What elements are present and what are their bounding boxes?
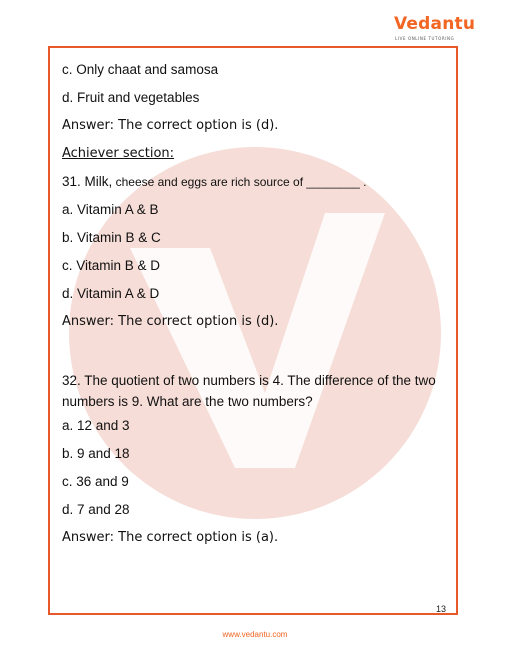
answer-prev: Answer: The correct option is (d). — [62, 118, 279, 133]
question-32: 32. The quotient of two numbers is 4. The difference of the two numbers is 9. What are the two numbers? — [62, 373, 436, 409]
vedantu-logo — [392, 14, 476, 48]
logo-wordmark: Vedantu — [394, 14, 476, 34]
q31-option-c: c. Vitamin B & D — [62, 258, 161, 273]
q31-answer: Answer: The correct option is (d). — [62, 314, 279, 329]
q31-option-b: b. Vitamin B & C — [62, 230, 161, 245]
q32-option-a: a. 12 and 3 — [62, 418, 130, 433]
option-c-prev: c. Only chaat and samosa — [62, 62, 219, 77]
question-31-text: cheese and eggs are rich source of ________ . — [112, 175, 367, 189]
footer-website: www.vedantu.com — [222, 630, 288, 639]
q32-option-d: d. 7 and 28 — [62, 502, 130, 517]
question-31-prefix: 31. Milk, — [62, 174, 113, 189]
q31-option-d: d. Vitamin A & D — [62, 286, 160, 301]
option-d-prev: d. Fruit and vegetables — [62, 90, 200, 105]
section-title: Achiever section: — [62, 146, 175, 161]
q32-option-b: b. 9 and 18 — [62, 446, 130, 461]
logo-tagline: LIVE ONLINE TUTORING — [395, 36, 455, 41]
watermark-logo-icon — [60, 138, 450, 528]
page-number: 13 — [436, 604, 447, 614]
q32-answer: Answer: The correct option is (a). — [62, 530, 279, 545]
q32-option-c: c. 36 and 9 — [62, 474, 129, 489]
q31-option-a: a. Vitamin A & B — [62, 202, 159, 217]
question-31 — [62, 174, 366, 189]
